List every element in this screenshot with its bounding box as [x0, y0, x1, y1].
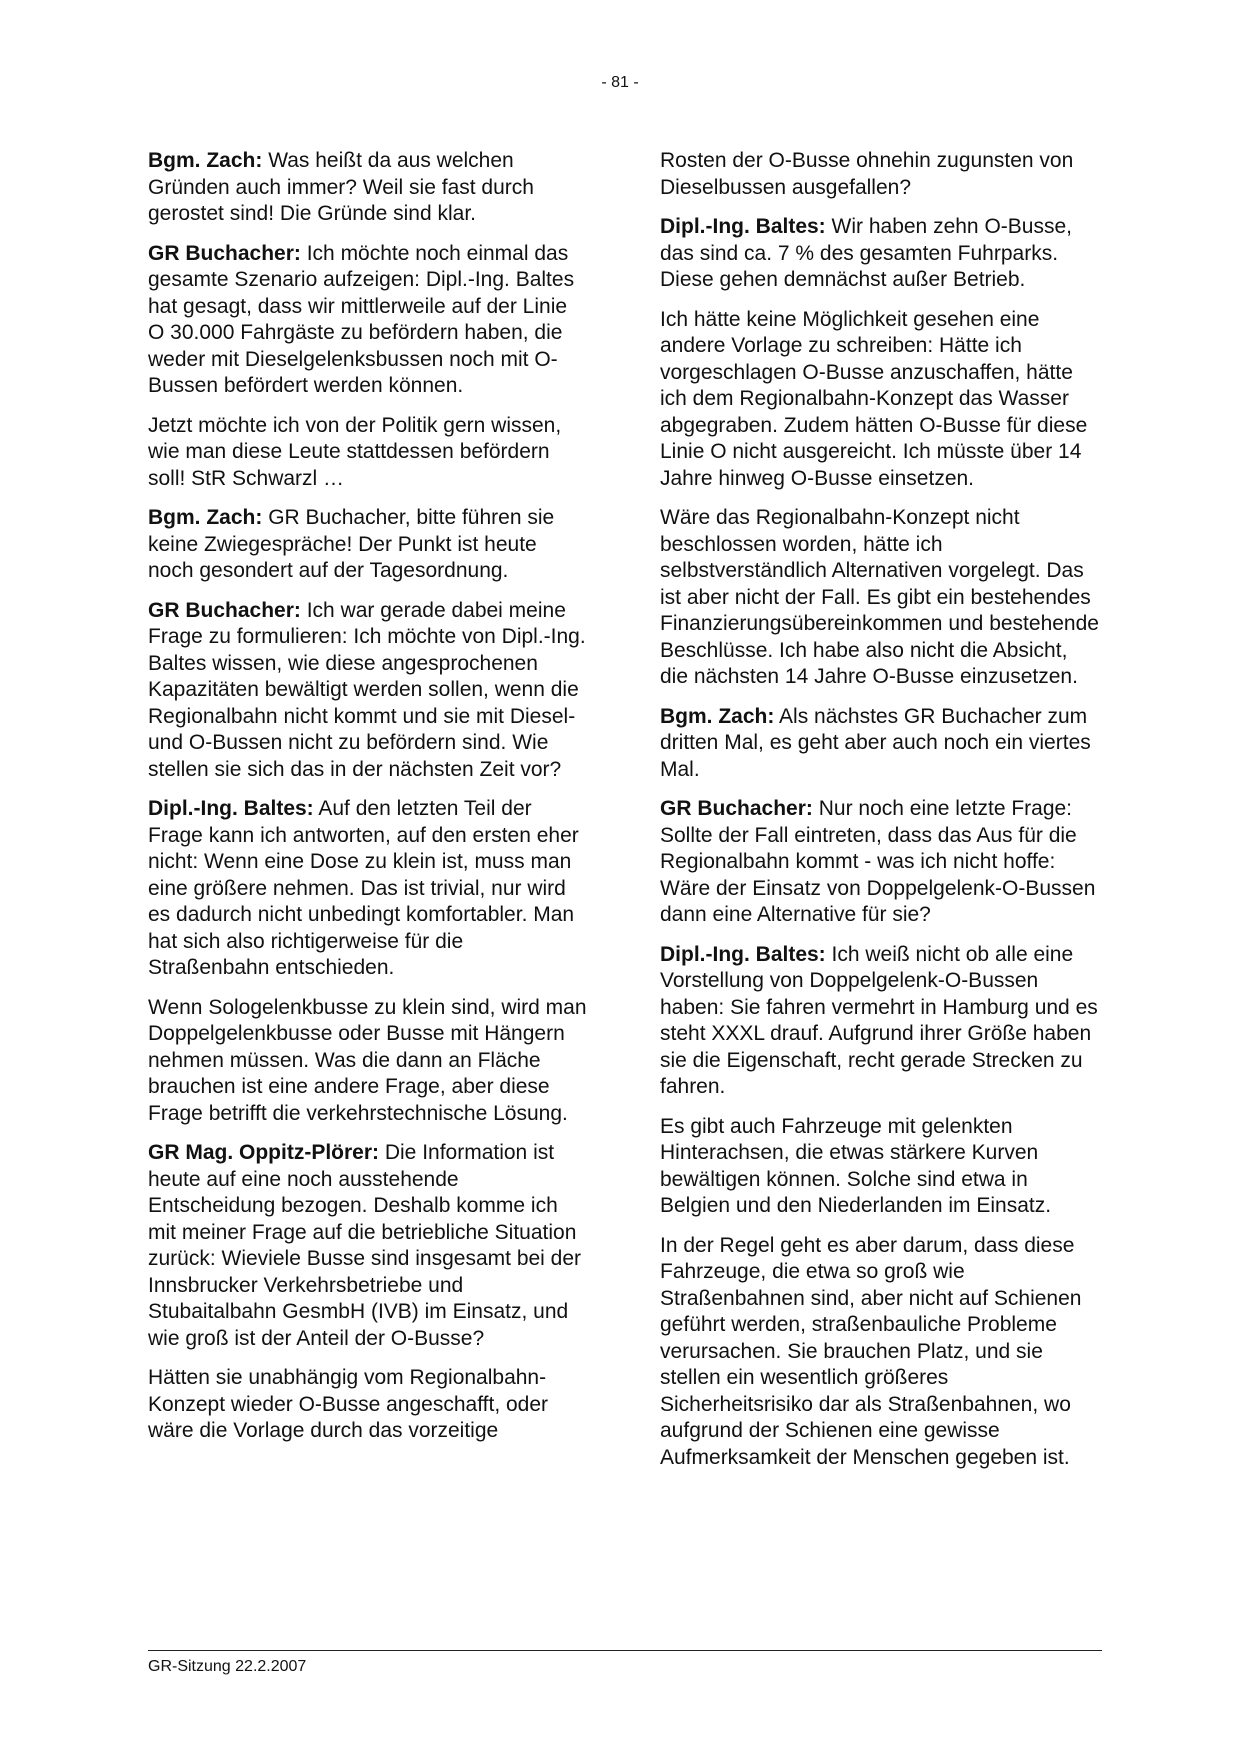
- right-column: [660, 148, 1100, 1484]
- paragraph: [660, 1114, 1100, 1220]
- speaker-name: GR Buchacher:: [148, 598, 301, 622]
- paragraph: [660, 1233, 1100, 1472]
- footer-text: GR-Sitzung 22.2.2007: [148, 1658, 307, 1675]
- speaker-name: GR Buchacher:: [148, 241, 301, 265]
- speaker-name: GR Buchacher:: [660, 797, 813, 820]
- paragraph-text: Die Information ist heute auf eine noch ausstehende Entscheidung bezogen. Deshalb komme ich mit meiner Frage auf die betriebliche Situation zurück: Wieviele Busse sind insgesamt bei der Innsbrucker Verkehrsbetriebe und Stubaitalbahn GesmbH (IVB) im Einsatz, und wie groß ist der Anteil der O-Busse?: [148, 1141, 582, 1350]
- paragraph: [660, 307, 1100, 493]
- paragraph-text: Es gibt auch Fahrzeuge mit gelenkten Hinterachsen, die etwas stärkere Kurven bewältigen können. Solche sind etwa in Belgien und den Niederlanden im Einsatz.: [660, 1114, 1052, 1217]
- paragraph-text: Ich möchte noch einmal das gesamte Szenario aufzeigen: Dipl.-Ing. Baltes hat gesagt, dass wir mittlerweile auf der Linie O 30.000 Fahrgäste zu befördern haben, die weder mit Dieselgelenksbussen noch mit O-Bussen befördert werden können.: [148, 241, 575, 397]
- speaker-name: Bgm. Zach:: [660, 704, 775, 728]
- speaker-name: Dipl.-Ing. Baltes:: [660, 215, 826, 238]
- paragraph: [148, 148, 588, 228]
- paragraph: [660, 214, 1100, 294]
- speaker-name: Bgm. Zach:: [148, 506, 263, 529]
- paragraph-text: GR Buchacher, bitte führen sie keine Zwiegespräche! Der Punkt ist heute noch gesondert auf der Tagesordnung.: [148, 506, 555, 582]
- paragraph: [148, 995, 588, 1128]
- paragraph: [148, 413, 588, 493]
- paragraph-text: Jetzt möchte ich von der Politik gern wissen, wie man diese Leute stattdessen befördern soll! StR Schwarzl …: [148, 413, 562, 490]
- paragraph-text: Wir haben zehn O-Busse, das sind ca. 7 % des gesamten Fuhrparks. Diese gehen demnächst außer Betrieb.: [660, 215, 1072, 291]
- paragraph: [148, 1365, 588, 1445]
- paragraph-text: Ich weiß nicht ob alle eine Vorstellung von Doppelgelenk-O-Bussen haben: Sie fahren vermehrt in Hamburg und es steht XXXL drauf. Aufgrund ihrer Größe haben sie die Eigenschaft, recht gerade Strecken zu fahren.: [660, 942, 1098, 1098]
- paragraph: [148, 796, 588, 982]
- speaker-name: Dipl.-Ing. Baltes:: [660, 942, 826, 966]
- paragraph-text: Als nächstes GR Buchacher zum dritten Mal, es geht aber auch noch ein viertes Mal.: [660, 704, 1091, 781]
- paragraph: [148, 598, 588, 784]
- paragraph-text: Ich war gerade dabei meine Frage zu formulieren: Ich möchte von Dipl.-Ing. Baltes wissen, wie diese angesprochenen Kapazitäten bewältigt werden sollen, wenn die Regionalbahn nicht kommt und sie mit Diesel- und O-Bussen nicht zu befördern sind. Wie stellen sie sich das in der nächsten Zeit vor?: [148, 598, 586, 781]
- paragraph-text: Auf den letzten Teil der Frage kann ich antworten, auf den ersten eher nicht: Wenn eine Dose zu klein ist, muss man eine größere nehmen. Das ist trivial, nur wird es dadurch nicht unbedingt komfortabler. Man hat sich also richtigerweise für die Straßenbahn entschieden.: [148, 797, 579, 979]
- speaker-name: GR Mag. Oppitz-Plörer:: [148, 1141, 379, 1164]
- paragraph: [148, 505, 588, 585]
- paragraph: [148, 1140, 588, 1352]
- paragraph: [660, 942, 1100, 1101]
- paragraph-text: Nur noch eine letzte Frage: Sollte der Fall eintreten, dass das Aus für die Regionalbahn kommt - was ich nicht hoffe: Wäre der Einsatz von Doppelgelenk-O-Bussen dann eine Alternative für sie?: [660, 797, 1096, 926]
- paragraph-text: Rosten der O-Busse ohnehin zugunsten von Dieselbussen ausgefallen?: [660, 149, 1074, 199]
- paragraph: [660, 796, 1100, 929]
- paragraph-text: Was heißt da aus welchen Gründen auch immer? Weil sie fast durch gerostet sind! Die Gründe sind klar.: [148, 149, 534, 225]
- left-column: [148, 148, 588, 1458]
- paragraph-text: Hätten sie unabhängig vom Regionalbahn-Konzept wieder O-Busse angeschafft, oder wäre die Vorlage durch das vorzeitige: [148, 1366, 549, 1442]
- paragraph-text: Wäre das Regionalbahn-Konzept nicht beschlossen worden, hätte ich selbstverständlich Alternativen vorgelegt. Das ist aber nicht der Fall. Es gibt ein bestehendes Finanzierungsübereinkommen und bestehende Beschlüsse. Ich habe also nicht die Absicht, die nächsten 14 Jahre O-Busse einzusetzen.: [660, 506, 1099, 688]
- paragraph-text: Wenn Sologelenkbusse zu klein sind, wird man Doppelgelenkbusse oder Busse mit Hängern nehmen müssen. Was die dann an Fläche brauchen ist eine andere Frage, aber diese Frage betrifft die verkehrstechnische Lösung.: [148, 995, 587, 1125]
- speaker-name: Dipl.-Ing. Baltes:: [148, 797, 314, 820]
- paragraph: [660, 704, 1100, 784]
- paragraph: [660, 148, 1100, 201]
- page-number: - 81 -: [601, 74, 639, 91]
- speaker-name: Bgm. Zach:: [148, 149, 263, 172]
- paragraph-text: Ich hätte keine Möglichkeit gesehen eine andere Vorlage zu schreiben: Hätte ich vorgeschlagen O-Busse anzuschaffen, hätte ich dem Regionalbahn-Konzept das Wasser abgegraben. Zudem hätten O-Busse für diese Linie O nicht ausgereicht. Ich müsste über 14 Jahre hinweg O-Busse einsetzen.: [660, 307, 1088, 490]
- paragraph-text: In der Regel geht es aber darum, dass diese Fahrzeuge, die etwa so groß wie Straßenbahnen sind, aber nicht auf Schienen geführt werden, straßenbauliche Probleme verursachen. Sie brauchen Platz, und sie stellen ein wesentlich größeres Sicherheitsrisiko dar als Straßenbahnen, wo aufgrund der Schienen eine gewisse Aufmerksamkeit der Menschen gegeben ist.: [660, 1233, 1082, 1469]
- paragraph: [148, 241, 588, 400]
- paragraph: [660, 505, 1100, 691]
- footer-divider: [148, 1650, 1102, 1651]
